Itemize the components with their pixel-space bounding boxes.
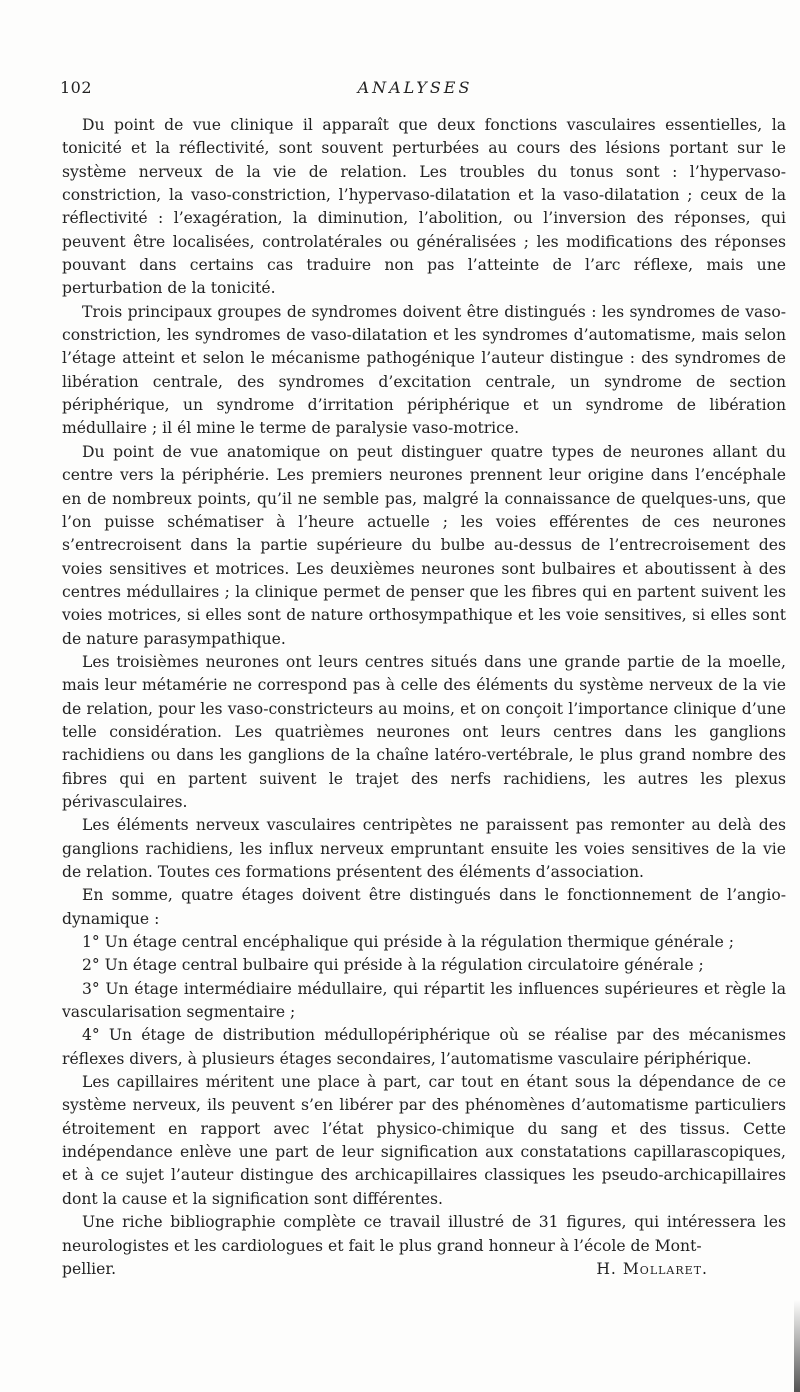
signature-line — [62, 1258, 786, 1281]
list-item-level-1: 1° Un étage central encéphalique qui préside à la régulation thermique générale ; — [82, 933, 735, 952]
paragraph-four-levels-intro: En somme, quatre étages doivent être distingués dans le fonctionnement de l’angio-dynamique : — [62, 886, 786, 928]
running-title: ANALYSES — [357, 78, 473, 97]
paragraph-syndromes: Trois principaux groupes de syndromes doivent être distingués : les syndromes de vaso-constriction, les syndromes de vaso-dilatation et les syndromes d’automatisme, mais selon l’étage atteint et selon le mécanisme pathogénique l’auteur distingue : des syndromes de libération centrale, des syndromes d’excitation centrale, un syndrome de section périphérique, un syndrome d’irritation périphérique et un syndrome de libération médullaire ; il él mine le terme de paralysie vaso-motrice. — [62, 302, 786, 438]
paragraph-anatomy: Du point de vue anatomique on peut distinguer quatre types de neurones allant du centre vers la périphérie. Les premiers neurones prennent leur origine dans l’encéphale en de nombreux points, qu’il ne semble pas, malgré la connaissance de quelques-uns, que l’on puisse schématiser à l’heure actuelle ; les voies efférentes de ces neurones s’entrecroisent dans la partie supérieure du bulbe au-dessus de l’entrecroisement des voies sensitives et motrices. Les deuxièmes neurones sont bulbaires et aboutissent à des centres médullaires ; la clinique permet de penser que les fibres qui en partent suivent les voies motrices, si elles sont de nature orthosympathique et les voie sensitives, si elles sont de nature parasympathique. — [62, 442, 786, 648]
paragraph-clinical: Du point de vue clinique il apparaît que deux fonctions vasculaires essentielles, la tonicité et la réflectivité, sont souvent perturbées au cours des lésions portant sur le système nerveux de la vie de relation. Les troubles du tonus sont : l’hypervaso-constriction, la vaso-constriction, l’hypervaso-dilatation et la vaso-dilatation ; ceux de la réflectivité : l’exagération, la diminution, l’abolition, ou l’inversion des réponses, qui peuvent être localisées, controlatérales ou généralisées ; les modifications des réponses pouvant dans certains cas traduire non pas l’atteinte de l’arc réflexe, mais une perturbation de la tonicité. — [62, 116, 786, 298]
page-number: 102 — [60, 78, 93, 97]
scan-shadow-edge — [794, 1300, 800, 1392]
list-item-level-4: 4° Un étage de distribution médullopériphérique où se réalise par des mécanismes réflexes divers, à plusieurs étages secondaires, l’automatisme vasculaire périphérique. — [62, 1026, 786, 1068]
page-header — [60, 78, 770, 102]
paragraph-centripetal-elements: Les éléments nerveux vasculaires centripètes ne paraissent pas remonter au delà des ganglions rachidiens, les influx nerveux empruntant ensuite les voies sensitives de la vie de relation. Toutes ces formations présentent des éléments d’association. — [62, 816, 786, 881]
list-item-level-2: 2° Un étage central bulbaire qui préside à la régulation circulatoire générale ; — [82, 956, 704, 975]
list-item-level-3: 3° Un étage intermédiaire médullaire, qui répartit les influences supérieures et règle la vascularisation segmentaire ; — [62, 979, 786, 1022]
paragraph-third-neurons: Les troisièmes neurones ont leurs centres situés dans une grande partie de la moelle, mais leur métamérie ne correspond pas à celle des éléments du système nerveux de la vie de relation, pour les vaso-constricteurs au moins, et on conçoit l’importance clinique d’une telle considération. Les quatrièmes neurones ont leurs centres dans les ganglions rachidiens ou dans les ganglions de la chaîne latéro-vertébrale, le plus grand nombre des fibres qui en partent suivent le trajet des nerfs rachidiens, les autres les plexus périvasculaires. — [62, 652, 786, 811]
paragraph-capillaries: Les capillaires méritent une place à part, car tout en étant sous la dépendance de ce système nerveux, ils peuvent s’en libérer par des phénomènes d’automatisme particuliers étroitement en rapport avec l’état physico-chimique du sang et des tissus. Cette indépendance enlève une part de leur signification aux constatations capillarascopiques, et à ce sujet l’auteur distingue des archicapillaires classiques les pseudo-archicapillaires dont la cause et la signification sont différentes. — [62, 1073, 786, 1208]
author-signature: H. Mollaret. — [596, 1259, 708, 1278]
paragraph-bibliography-end: pellier. — [62, 1259, 117, 1278]
article-body — [62, 114, 786, 1281]
paragraph-bibliography: Une riche bibliographie complète ce travail illustré de 31 figures, qui intéressera les neurologistes et les cardiologues et fait le plus grand honneur à l’école de Mont- — [62, 1213, 786, 1255]
